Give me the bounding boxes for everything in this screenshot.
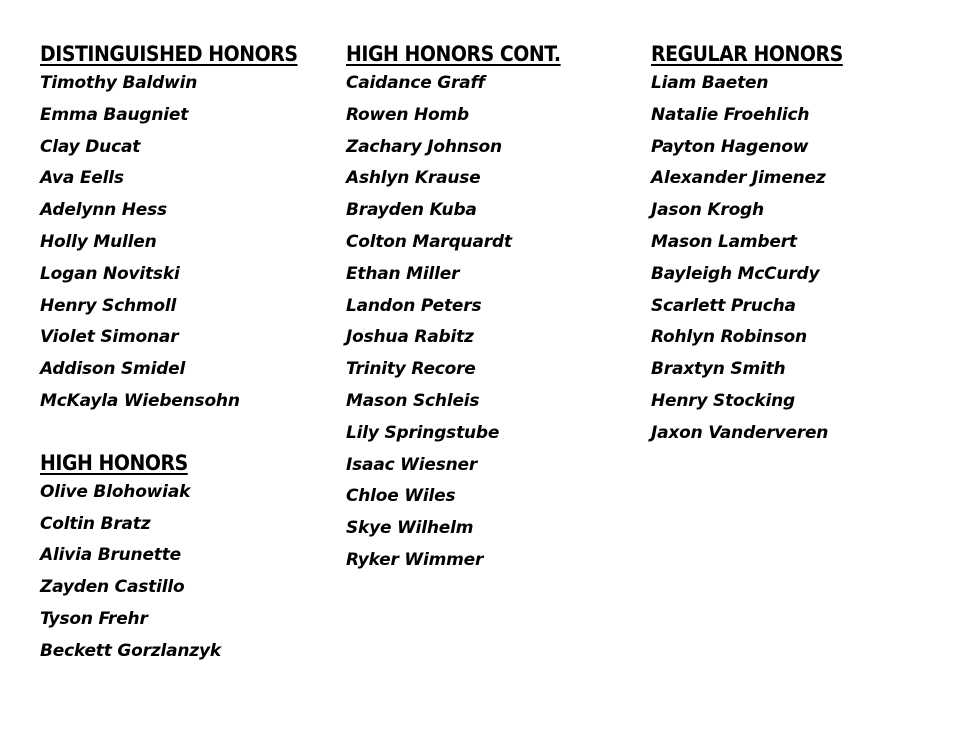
name-list [346, 68, 584, 577]
student-name: Timothy Baldwin [40, 73, 198, 93]
student-name: Payton Hagenow [651, 136, 809, 157]
name-list [40, 477, 326, 668]
student-name: Henry Schmoll [40, 295, 177, 316]
student-name: Colton Marquardt [346, 231, 512, 252]
student-name: Olive Blohowiak [40, 481, 191, 502]
student-name: Zayden Castillo [40, 577, 185, 598]
student-name: Ashlyn Krause [346, 168, 481, 189]
student-name: Coltin Bratz [40, 513, 151, 534]
section-heading: HIGH HONORS [40, 450, 188, 475]
student-name: Ava Eells [40, 168, 124, 189]
name-list [40, 68, 326, 418]
student-name: Scarlett Prucha [651, 295, 796, 316]
student-name: Violet Simonar [40, 327, 179, 348]
student-name: Landon Peters [346, 295, 482, 316]
student-name: Emma Baugniet [40, 104, 189, 125]
student-name: Rowen Homb [346, 104, 469, 125]
section-heading: DISTINGUISHED HONORS [40, 42, 298, 66]
student-name: Natalie Froehlich [651, 104, 810, 125]
high-honors-section [40, 449, 326, 668]
column-1 [40, 40, 326, 668]
student-name: Chloe Wiles [346, 486, 456, 507]
student-name: Tyson Frehr [40, 608, 148, 629]
student-name: Addison Smidel [40, 359, 186, 380]
student-name: Jason Krogh [651, 200, 764, 221]
regular-honors-section [651, 40, 864, 450]
section-heading: REGULAR HONORS [651, 42, 843, 66]
student-name: Bayleigh McCurdy [651, 263, 820, 284]
student-name: McKayla Wiebensohn [40, 390, 240, 411]
student-name: Alexander Jimenez [651, 168, 826, 189]
student-name: Rohlyn Robinson [651, 327, 807, 348]
student-name: Alivia Brunette [40, 545, 181, 566]
student-name: Ryker Wimmer [346, 549, 484, 570]
distinguished-honors-section [40, 40, 326, 418]
student-name: Liam Baeten [651, 73, 769, 93]
student-name: Beckett Gorzlanzyk [40, 640, 221, 661]
name-list [651, 68, 864, 450]
student-name: Logan Novitski [40, 263, 180, 284]
student-name: Jaxon Vanderveren [651, 422, 829, 443]
student-name: Trinity Recore [346, 359, 476, 380]
section-heading: HIGH HONORS CONT. [346, 42, 561, 66]
student-name: Adelynn Hess [40, 200, 167, 221]
student-name: Mason Schleis [346, 390, 480, 411]
column-2 [346, 40, 584, 577]
student-name: Henry Stocking [651, 390, 795, 411]
high-honors-cont-section [346, 40, 584, 577]
student-name: Zachary Johnson [346, 136, 502, 157]
student-name: Holly Mullen [40, 231, 157, 252]
student-name: Joshua Rabitz [346, 327, 474, 348]
student-name: Mason Lambert [651, 231, 797, 252]
student-name: Isaac Wiesner [346, 454, 478, 475]
student-name: Ethan Miller [346, 263, 460, 284]
student-name: Caidance Graff [346, 73, 485, 93]
student-name: Braxtyn Smith [651, 359, 786, 380]
student-name: Lily Springstube [346, 422, 500, 443]
column-3 [651, 40, 864, 450]
student-name: Clay Ducat [40, 136, 141, 157]
student-name: Brayden Kuba [346, 200, 477, 221]
student-name: Skye Wilhelm [346, 518, 474, 539]
